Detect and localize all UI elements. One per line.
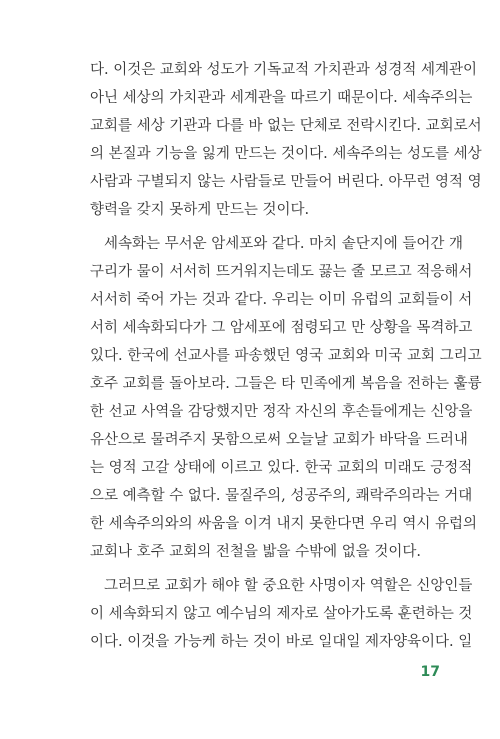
page-number: 17: [420, 664, 440, 680]
text-line: 이다. 이것을 가능케 하는 것이 바로 일대일 제자양육이다. 일: [90, 634, 473, 650]
text-line: 는 영적 고갈 상태에 이르고 있다. 한국 교회의 미래도 긍정적: [90, 460, 473, 476]
text-line: 한 선교 사역을 감당했지만 정작 자신의 후손들에게는 신앙을: [90, 404, 473, 420]
paragraph-2: [90, 230, 482, 566]
text-line: 있다. 한국에 선교사를 파송했던 영국 교회와 미국 교회 그리고: [90, 348, 482, 364]
text-line: 으로 예측할 수 없다. 물질주의, 성공주의, 쾌락주의라는 거대: [90, 488, 473, 504]
text-line: 의 본질과 기능을 잃게 만드는 것이다. 세속주의는 성도를 세상: [90, 146, 482, 162]
text-line: 세속화는 무서운 암세포와 같다. 마치 솥단지에 들어간 개: [104, 236, 464, 252]
text-line: 이 세속화되지 않고 예수님의 제자로 살아가도록 훈련하는 것: [90, 606, 473, 622]
paragraph-3: [90, 572, 473, 656]
text-line: 다. 이것은 교회와 성도가 기독교적 가치관과 성경적 세계관이: [90, 62, 478, 78]
text-line: 아닌 세상의 가치관과 세계관을 따르기 때문이다. 세속주의는: [90, 90, 473, 106]
body-text: [90, 56, 482, 656]
text-line: 향력을 갖지 못하게 만드는 것이다.: [90, 202, 310, 218]
text-line: 교회를 세상 기관과 다를 바 없는 단체로 전락시킨다. 교회로서: [90, 118, 482, 134]
text-line: 구리가 물이 서서히 뜨거워지는데도 끓는 줄 모르고 적응해서: [90, 264, 473, 280]
text-line: 서서히 죽어 가는 것과 같다. 우리는 이미 유럽의 교회들이 서: [90, 292, 473, 308]
text-line: 한 세속주의와의 싸움을 이겨 내지 못한다면 우리 역시 유럽의: [90, 516, 478, 532]
text-line: 교회나 호주 교회의 전철을 밟을 수밖에 없을 것이다.: [90, 544, 422, 560]
text-line: 유산으로 물려주지 못함으로써 오늘날 교회가 바닥을 드러내: [90, 432, 468, 448]
text-line: 서히 세속화되다가 그 암세포에 점령되고 만 상황을 목격하고: [90, 320, 473, 336]
text-line: 사람과 구별되지 않는 사람들로 만들어 버린다. 아무런 영적 영: [90, 174, 482, 190]
text-line: 그러므로 교회가 해야 할 중요한 사명이자 역할은 신앙인들: [104, 578, 473, 594]
text-line: 호주 교회를 돌아보라. 그들은 타 민족에게 복음을 전하는 훌륭: [90, 376, 482, 392]
paragraph-1: [90, 56, 482, 224]
